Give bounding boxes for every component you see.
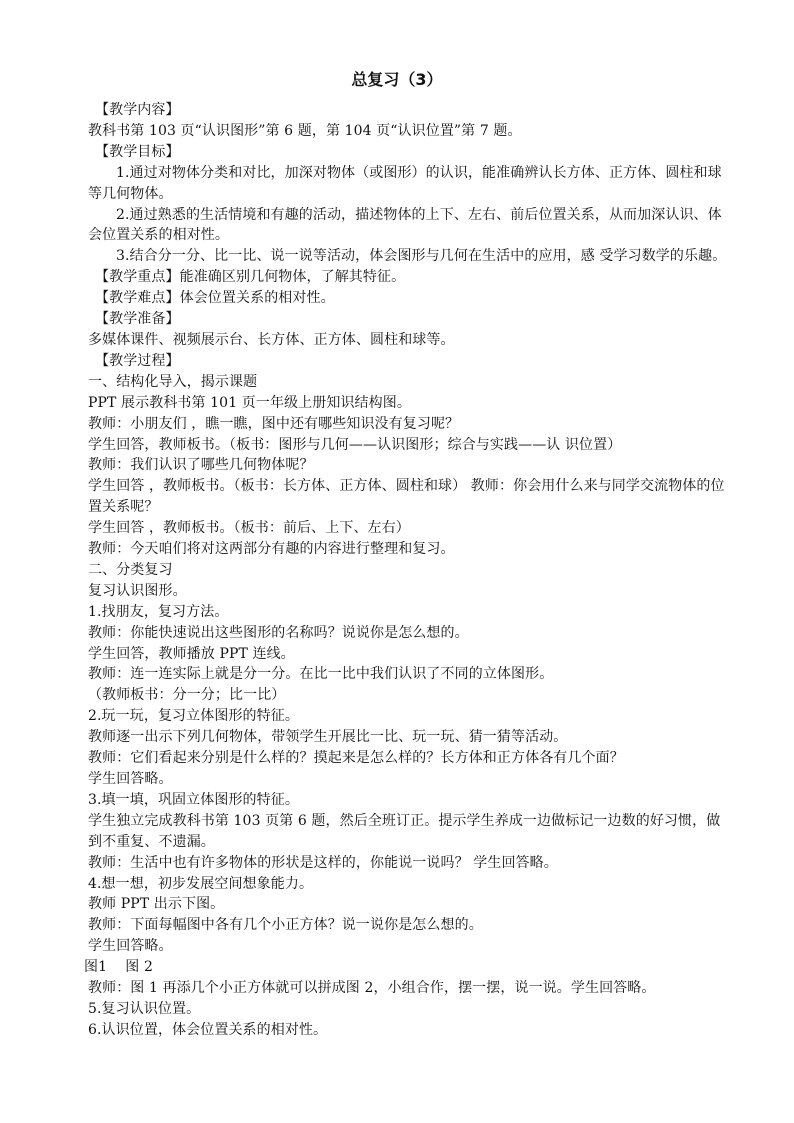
key-point: 【教学重点】能准确区别几何物体，了解其特征。 [95,269,406,286]
paragraph: 多媒体课件、视频展示台、长方体、正方体、圆柱和球等。 [88,331,455,348]
subheading: 一、结构化导入，揭示课题 [88,373,258,390]
paragraph: 学生独立完成教科书第 103 页第 6 题，然后全班订正。提示学生养成一边做标记一边数的好习惯，做到不重复、不遗漏。 [88,812,721,850]
section-heading-content: 【教学内容】 [95,102,180,118]
figure-caption: 图1 图 2 [84,959,153,976]
paragraph: PPT 展示教科书第 101 页一年级上册知识结构图。 [88,394,411,411]
paragraph: 教师：连一连实际上就是分一分。在比一比中我们认识了不同的立体图形。 [88,666,554,683]
paragraph: 1.找朋友，复习方法。 [88,603,229,620]
paragraph: 教师逐一出示下列几何物体，带领学生开展比一比、玩一玩、猜一猜等活动。 [88,729,568,746]
paragraph: 教科书第 103 页“认识图形”第 6 题，第 104 页“认识位置”第 7 题。 [88,122,522,139]
paragraph: 教师 PPT 出示下图。 [88,896,225,913]
paragraph: 2.玩一玩，复习立体图形的特征。 [88,708,299,725]
paragraph: 3.填一填，巩固立体图形的特征。 [88,791,299,808]
subheading: 二、分类复习 [88,561,173,578]
paragraph: 教师：下面每幅图中各有几个小正方体？说一说你是怎么想的。 [88,917,483,934]
paragraph: 3.结合分一分、比一比、说一说等活动，体会图形与几何在生活中的应用，感 受学习数学的乐趣。 [116,248,727,265]
paragraph: 1.通过对物体分类和对比，加深对物体（或图形）的认识，能准确辨认长方体、正方体、圆柱和球等几何物体。 [88,164,722,202]
paragraph: 学生回答 ，教师板书。（板书：长方体、正方体、圆柱和球） 教师：你会用什么来与同学交流物体的位置关系呢？ [88,478,725,516]
paragraph: 学生回答略。 [88,938,173,955]
paragraph: 教师：它们看起来分别是什么样的？摸起来是怎么样的？长方体和正方体各有几个面？ [88,750,624,767]
paragraph: 学生回答 ，教师板书。（板书：前后、上下、左右） [88,520,410,537]
paragraph: 6.认识位置，体会位置关系的相对性。 [88,1021,328,1038]
paragraph: （教师板书：分一分；比一比） [88,687,286,704]
paragraph: 学生回答，教师板书。（板书：图形与几何——认识图形；综合与实践——认 识位置） [88,436,622,453]
section-heading-preparation: 【教学准备】 [95,311,180,328]
paragraph: 学生回答，教师播放 PPT 连线。 [88,645,295,662]
paragraph: 教师：我们认识了哪些几何物体呢？ [88,457,314,474]
paragraph: 4.想一想，初步发展空间想象能力。 [88,875,314,892]
paragraph: 教师：小朋友们 ，瞧一瞧，图中还有哪些知识没有复习呢？ [88,415,460,432]
document-title: 总复习（3） [351,70,443,89]
section-heading-process: 【教学过程】 [95,352,180,369]
paragraph: 教师：生活中也有许多物体的形状是这样的，你能说一说吗？ 学生回答略。 [88,854,558,871]
paragraph: 5.复习认识位置。 [88,1000,201,1017]
paragraph: 教师：你能快速说出这些图形的名称吗？说说你是怎么想的。 [88,624,469,641]
paragraph: 教师：今天咱们将对这两部分有趣的内容进行整理和复习。 [88,541,455,558]
paragraph: 复习认识图形。 [88,582,187,599]
paragraph: 学生回答略。 [88,771,173,787]
difficult-point: 【教学难点】体会位置关系的相对性。 [95,290,335,307]
section-heading-objectives: 【教学目标】 [95,143,180,160]
paragraph: 教师：图 1 再添几个小正方体就可以拼成图 2，小组合作，摆一摆，说一说。学生回答略。 [88,980,656,997]
paragraph: 2.通过熟悉的生活情境和有趣的活动，描述物体的上下、左右、前后位置关系，从而加深认识、体会位置关系的相对性。 [88,206,722,244]
document-body [84,100,734,1041]
